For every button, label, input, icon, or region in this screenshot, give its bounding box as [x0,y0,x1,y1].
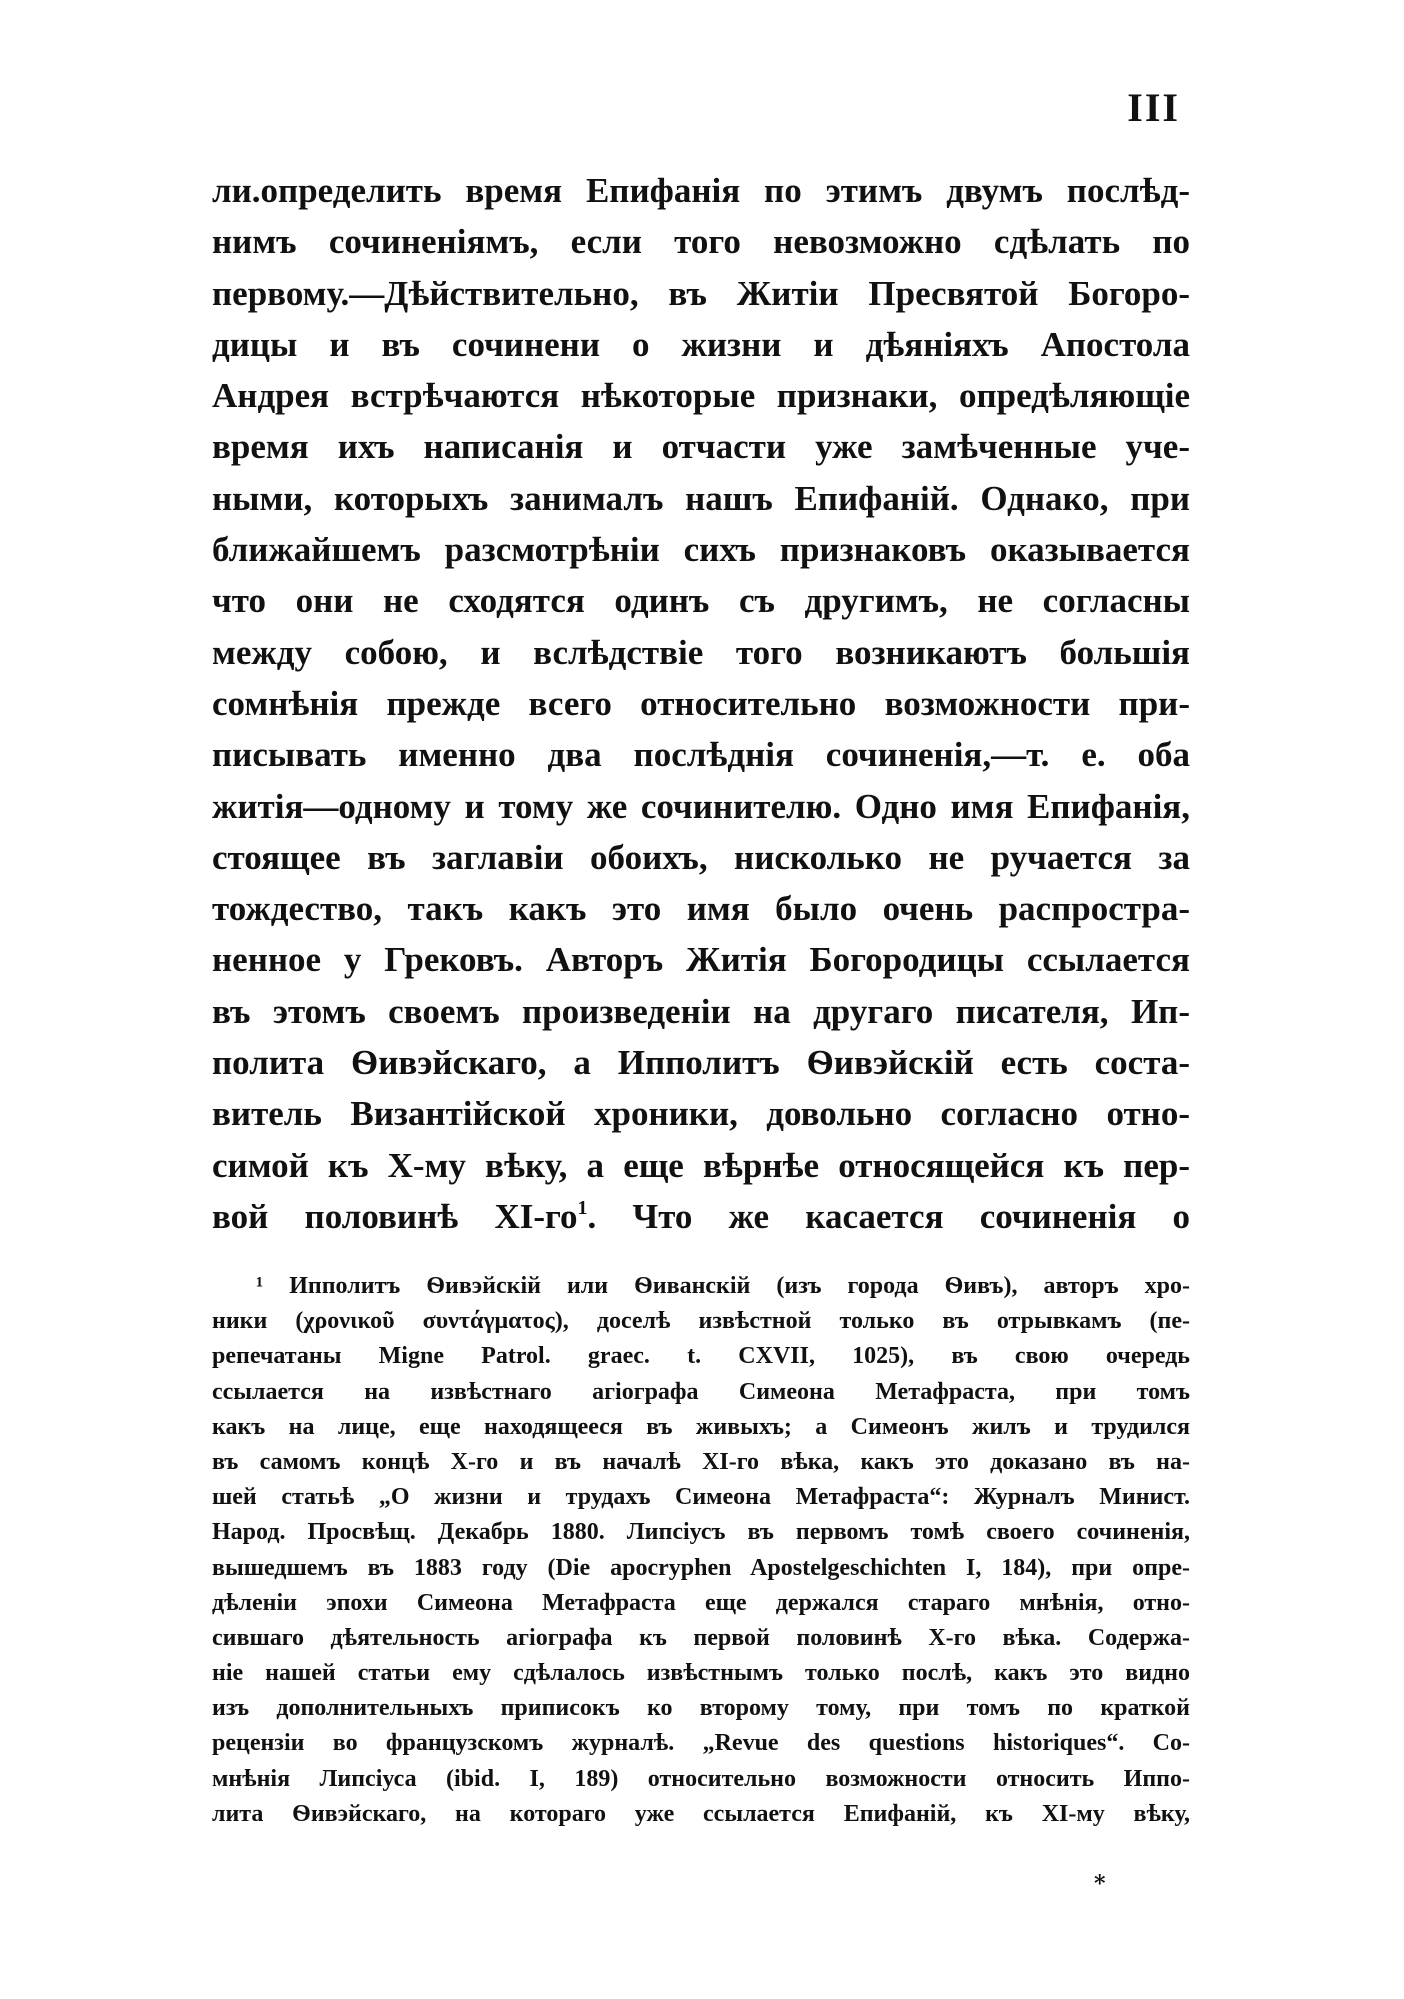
signature-mark: * [1094,1871,1106,1897]
footnote-line: репечатаны Migne Patrol. graec. t. CXVII, 1025), въ свою очередь [212,1343,1190,1370]
footnote-line: ссылается на извѣстнаго агіографа Симеона Метафраста, при томъ [212,1378,1190,1405]
text-line: Андрея встрѣчаются нѣкоторые признаки, опредѣляющіе [212,376,1190,416]
footnote-line: лита Ѳивэйскаго, на котораго уже ссылается Епифаній, къ XI-му вѣку, [212,1800,1190,1827]
text-line: тождество, такъ какъ это имя было очень распростра- [212,889,1190,929]
text-line: дицы и въ сочинени о жизни и дѣяніяхъ Апостола [212,324,1190,364]
footnote-line: Народ. Просвѣщ. Декабрь 1880. Липсіусъ въ первомъ томѣ своего сочиненія, [212,1519,1190,1546]
text-segment: . Что же касается сочиненія о [587,1196,1190,1236]
text-line: писывать именно два послѣднія сочиненія,—т. е. оба [212,735,1190,775]
footnote-line: въ самомъ концѣ Х-го и въ началѣ XI-го вѣка, какъ это доказано въ на- [212,1448,1190,1475]
text-line: между собою, и вслѣдствіе того возникаютъ большія [212,632,1190,672]
text-line: симой къ Х-му вѣку, а еще вѣрнѣе относящейся къ пер- [212,1145,1190,1185]
text-line: ненное у Грековъ. Авторъ Житія Богородицы ссылается [212,940,1190,980]
footnote-line: дѣленіи эпохи Симеона Метафраста еще держался стараго мнѣнія, отно- [212,1589,1190,1616]
footnote-reference[interactable]: 1 [577,1196,588,1219]
footnote-line: ніе нашей статьи ему сдѣлалось извѣстнымъ только послѣ, какъ это видно [212,1660,1190,1687]
text-line: нимъ сочиненіямъ, если того невозможно сдѣлать по [212,222,1190,262]
footnote-line: мнѣнія Липсіуса (ibid. I, 189) относительно возможности относить Иппо- [212,1765,1190,1792]
text-line: стоящее въ заглавіи обоихъ, нисколько не ручается за [212,837,1190,877]
footnote-line: сившаго дѣятельность агіографа къ первой половинѣ Х-го вѣка. Содержа- [212,1624,1190,1651]
main-text [212,165,1190,1242]
text-line: полита Ѳивэйскаго, а Ипполитъ Ѳивэйскій есть соста- [212,1043,1190,1083]
text-line: что они не сходятся одинъ съ другимъ, не согласны [212,581,1190,621]
text-line: въ этомъ своемъ произведеніи на другаго писателя, Ип- [212,991,1190,1031]
text-line: ными, которыхъ занималъ нашъ Епифаній. Однако, при [212,478,1190,518]
footnote-line: изъ дополнительныхъ приписокъ ко второму тому, при томъ по краткой [212,1695,1190,1722]
page-number: III [1127,85,1180,130]
text-line: ли.определить время Епифанія по этимъ двумъ послѣд- [212,171,1190,210]
footnote-line: ники (χρονικοῦ συντάγματος), доселѣ извѣстной только въ отрывкамъ (пе- [212,1308,1190,1335]
text-line: время ихъ написанія и отчасти уже замѣченные уче- [212,427,1190,467]
footnote-line: ¹ Ипполитъ Ѳивэйскій или Ѳиванскій (изъ города Ѳивъ), авторъ хро- [256,1273,1190,1299]
text-segment: вой половинѣ XI-го [212,1196,578,1236]
text-line: первому.—Дѣйствительно, въ Житіи Пресвятой Богоро- [212,273,1190,313]
text-line: витель Византійской хроники, довольно согласно отно- [212,1094,1190,1134]
footnote [212,1269,1190,1832]
footnote-line: вышедшемъ въ 1883 году (Die apocryphen Apostelgeschichten I, 184), при опре- [212,1554,1190,1581]
text-line: житія—одному и тому же сочинителю. Одно имя Епифанія, [212,786,1190,826]
footnote-line: шей статьѣ „О жизни и трудахъ Симеона Метафраста“: Журналъ Минист. [212,1484,1190,1511]
text-line: сомнѣнія прежде всего относительно возможности при- [212,683,1190,723]
footnote-line: рецензіи во французскомъ журналѣ. „Revue des questions historiques“. Со- [212,1730,1190,1757]
footnote-line: какъ на лице, еще находящееся въ живыхъ; а Симеонъ жилъ и трудился [212,1413,1190,1440]
text-line: ближайшемъ разсмотрѣніи сихъ признаковъ оказывается [212,530,1190,570]
text-line-last [212,1191,1190,1242]
